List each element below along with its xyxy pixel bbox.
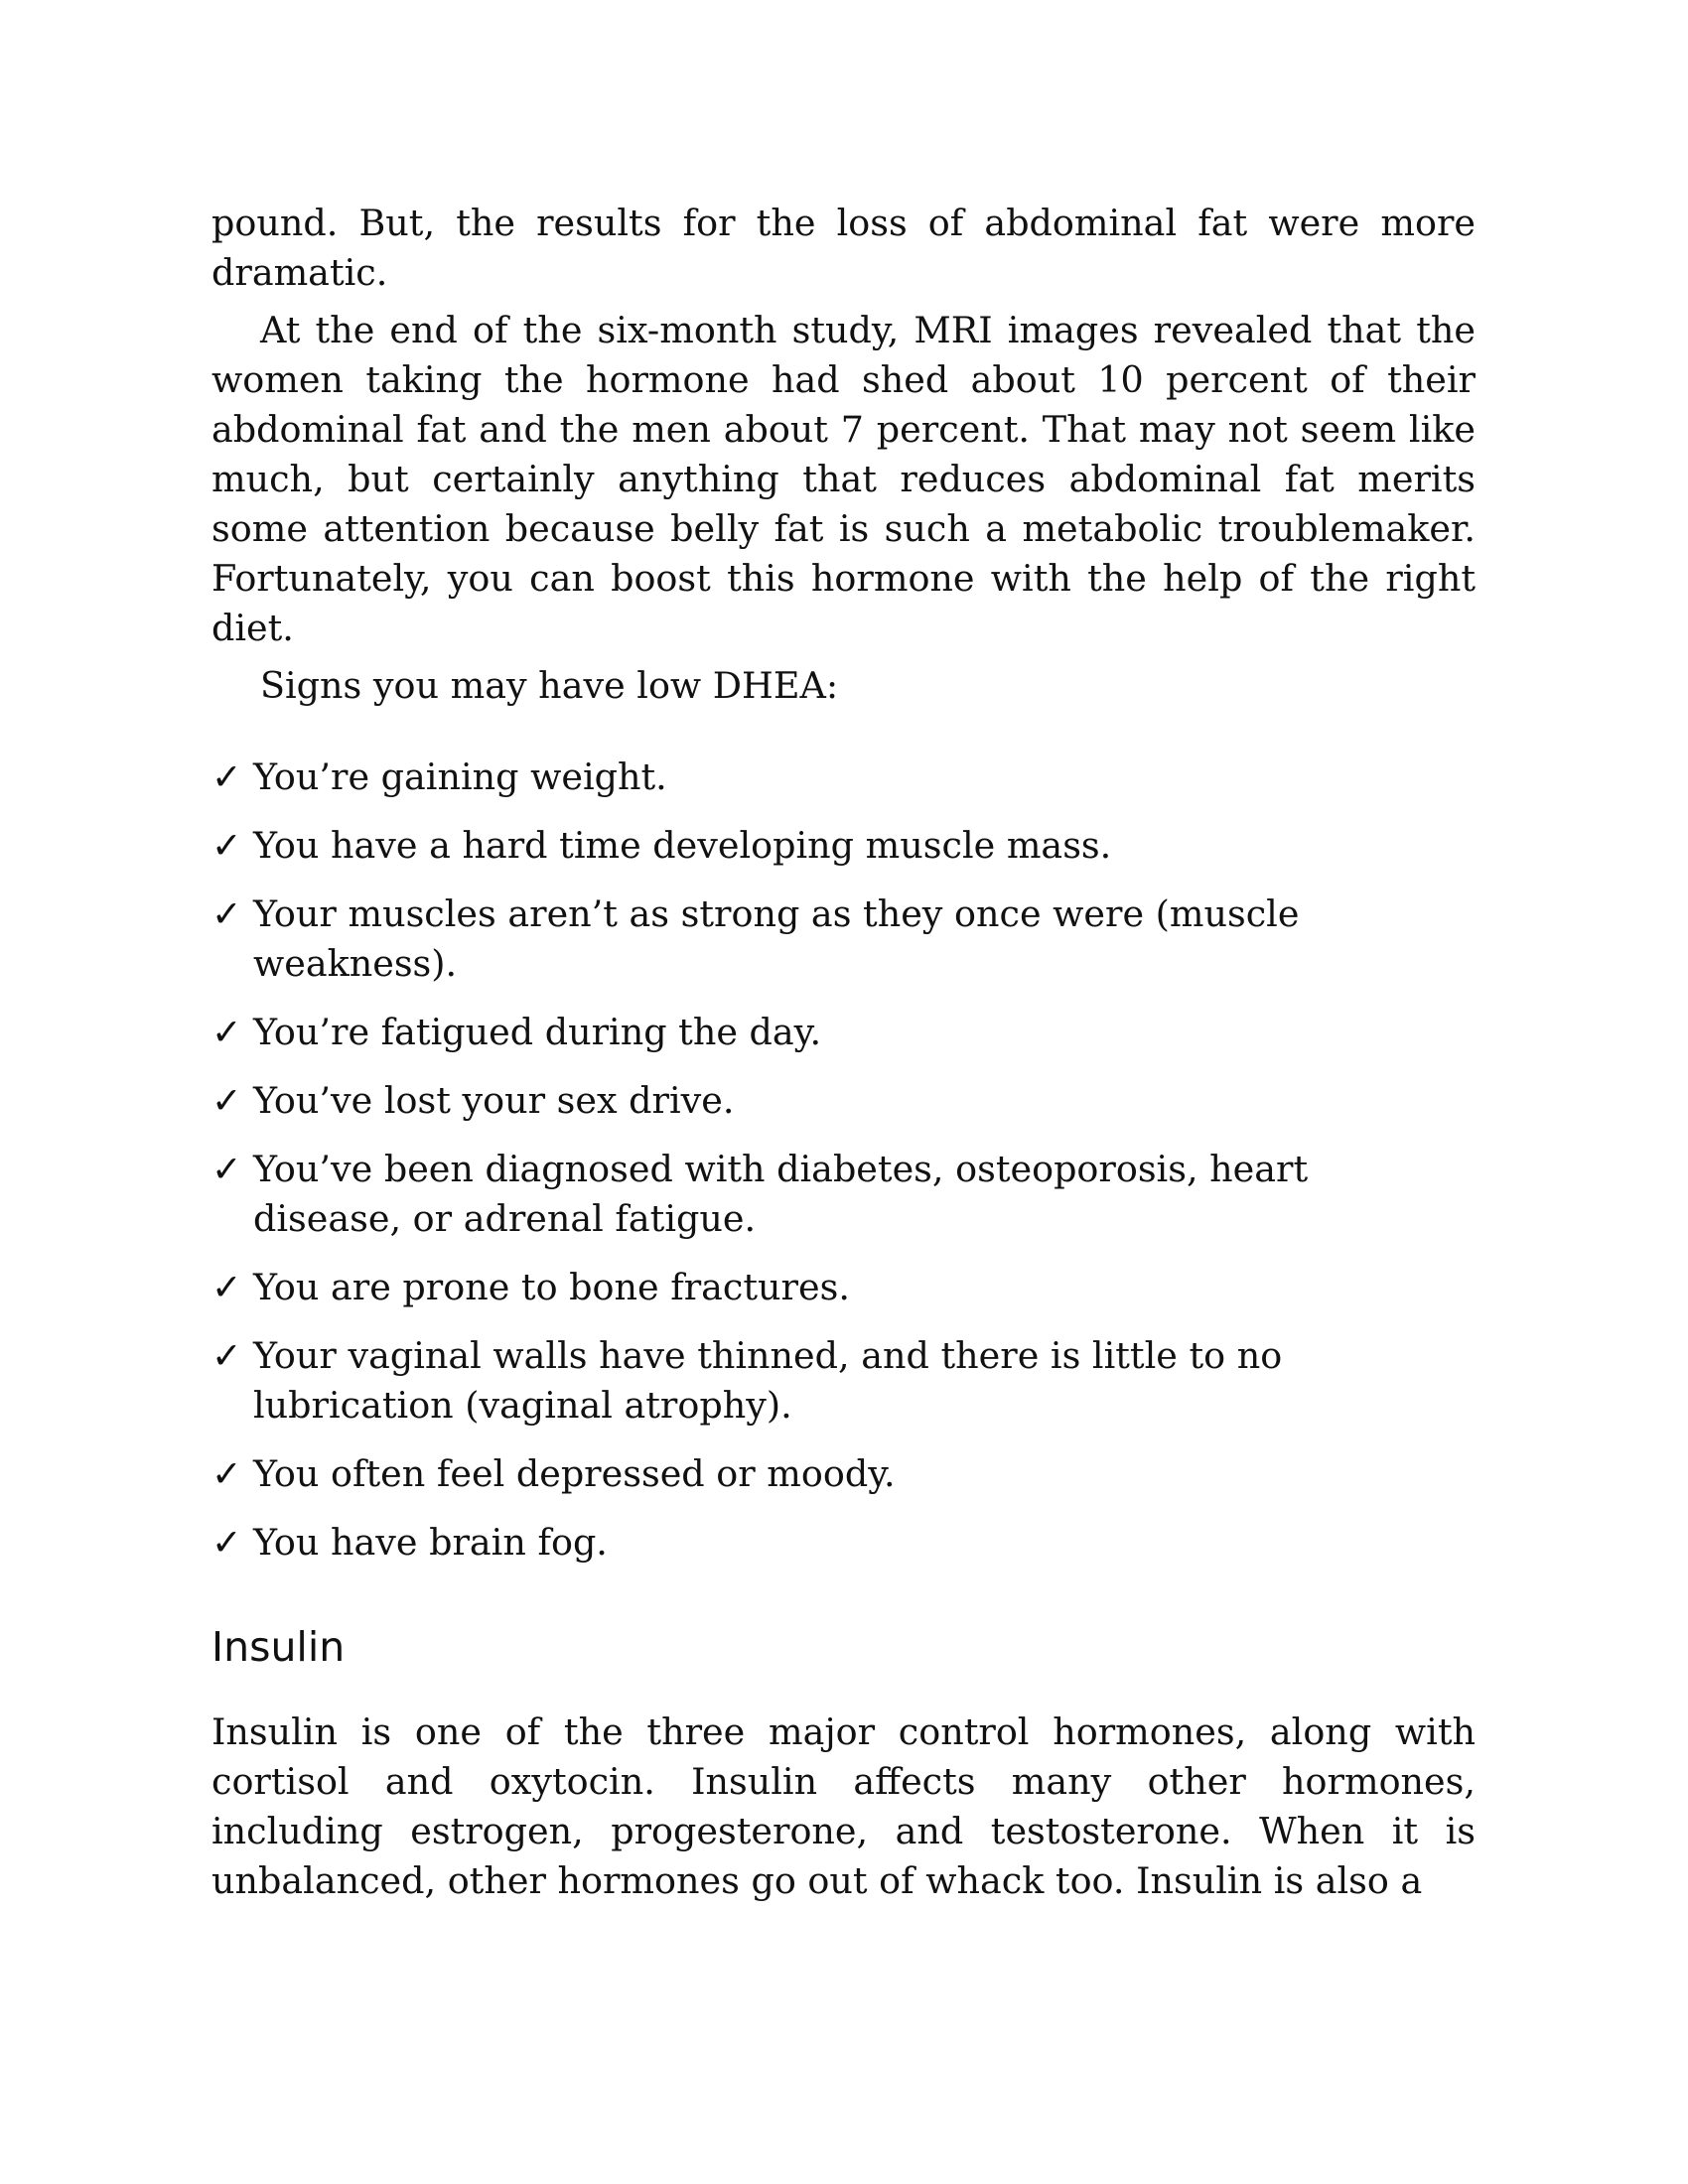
checkmark-icon: ✓ [211,1011,242,1053]
list-item-text: You’re gaining weight. [253,755,667,798]
signs-intro: Signs you may have low DHEA: [260,664,839,707]
list-item [211,752,1476,802]
list-item [211,1331,1476,1431]
checkmark-icon: ✓ [211,824,242,867]
list-item-text: You’ve been diagnosed with diabetes, osteoporosis, heart disease, or adrenal fatigue. [253,1148,1309,1240]
checkmark-icon: ✓ [211,755,242,798]
list-item-text: Your muscles aren’t as strong as they once were (muscle weakness). [253,892,1300,985]
low-dhea-signs-list [211,752,1476,1568]
list-item-text: You are prone to bone fractures. [253,1266,850,1308]
list-item-text: You’ve lost your sex drive. [253,1079,735,1122]
list-item [211,1076,1476,1126]
list-item-text: You have brain fog. [253,1521,608,1564]
book-page [211,199,1476,1906]
list-item-text: You’re fatigued during the day. [253,1011,822,1053]
paragraph-continuation: pound. But, the results for the loss of abdominal fat were more dramatic. [211,202,1476,294]
checkmark-icon: ✓ [211,1521,242,1564]
list-item [211,1008,1476,1057]
checkmark-icon: ✓ [211,1334,242,1377]
checkmark-icon: ✓ [211,1266,242,1308]
checkmark-icon: ✓ [211,1452,242,1495]
list-item [211,889,1476,989]
list-item [211,821,1476,871]
checkmark-icon: ✓ [211,892,242,935]
checkmark-icon: ✓ [211,1148,242,1190]
list-item-text: You often feel depressed or moody. [253,1452,896,1495]
list-item [211,1263,1476,1312]
paragraph-study-result: At the end of the six-month study, MRI images revealed that the women taking the hormone had shed about 10 percent of their abdominal fat and the men about 7 percent. That may not seem like much, but certainly anything that reduces abdominal fat merits some attention because belly fat is such a metabolic troublemaker. Fortunately, you can boost this hormone with the help of the right diet. [211,309,1476,649]
list-item-text: You have a hard time developing muscle mass. [253,824,1112,867]
paragraph-insulin-intro: Insulin is one of the three major control hormones, along with cortisol and oxytocin. Insulin affects many other hormones, including estrogen, progesterone, and testosterone. When it is unbalanced, other hormones go out of whack too. Insulin is also a [211,1710,1476,1902]
section-heading-insulin: Insulin [211,1623,346,1671]
checkmark-icon: ✓ [211,1079,242,1122]
list-item [211,1518,1476,1568]
list-item [211,1449,1476,1499]
list-item-text: Your vaginal walls have thinned, and there is little to no lubrication (vaginal atrophy). [253,1334,1283,1427]
list-item [211,1145,1476,1244]
